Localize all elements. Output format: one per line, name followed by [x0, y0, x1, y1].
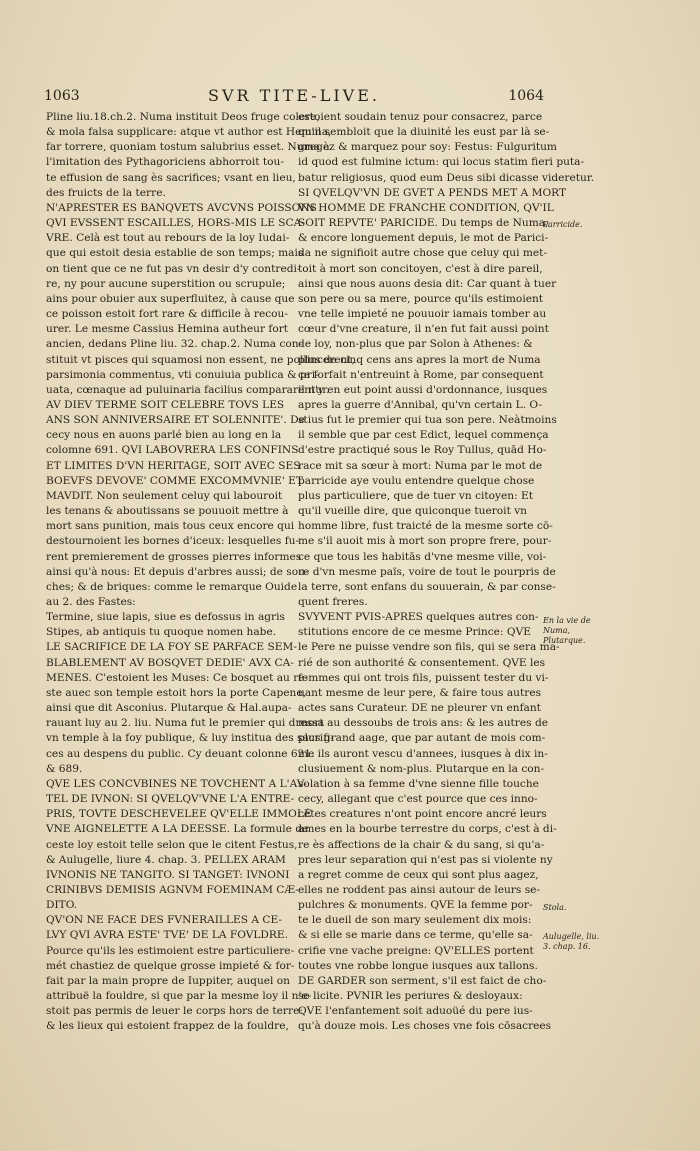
text-line: cétes creatures n'ont point encore ancré leurs — [298, 808, 547, 821]
text-line: me ils auront vescu d'annees, iusques à dix in- — [298, 747, 548, 760]
text-line: N'APRESTER ES BANQVETS AVCVNS POISSONS — [46, 201, 317, 214]
text-line: IVNONIS NE TANGITO. SI TANGET: IVNONI — [46, 868, 290, 881]
text-line: mort au dessoubs de trois ans: & les autres de — [298, 717, 548, 730]
text-line: mort sans punition, mais tous ceux encore qui — [46, 520, 295, 533]
text-line: SI QVELQV'VN DE GVET A PENDS MET A MORT — [298, 186, 567, 199]
text-line: qu'il sembloit que la diuinité les eust par là se- — [298, 126, 550, 139]
text-line: ches; & de briques: comme le remarque Ouide — [46, 580, 298, 593]
text-line: vn temple à la foy publique, & luy institua des sacrifi- — [46, 732, 334, 745]
text-line: & mola falsa supplicare: atque vt author est Hemina, — [46, 126, 332, 139]
text-line: ET LIMITES D'VN HERITAGE, SOIT AVEC SES — [46, 459, 301, 472]
text-line: d'estre practiqué sous le Roy Tullus, quād Ho- — [298, 444, 547, 457]
text-line: stius fut le premier qui tua son pere. Neàtmoins — [298, 414, 557, 427]
text-line: LVY QVI AVRA ESTE' TVE' DE LA FOVLDRE. — [46, 929, 288, 942]
text-line: homme libre, fust traicté de la mesme sorte cō- — [298, 520, 553, 533]
text-line: uata, cœnaque ad puluinaria facilius compararentur. — [46, 383, 330, 396]
text-line: te effusion de sang ès sacrifices; vsant en lieu, — [46, 171, 296, 184]
text-line: destournoient les bornes d'iceux: lesquelles fu- — [46, 535, 300, 548]
text-line: re ès affections de la chair & du sang, si qu'a- — [298, 838, 545, 851]
text-line: le Pere ne puisse vendre son fils, qui se sera ma- — [298, 641, 560, 654]
text-line: & encore longuement depuis, le mot de Parici- — [298, 232, 549, 245]
text-line: DE GARDER son serment, s'il est faict de cho- — [298, 974, 547, 987]
text-line: QVE LES CONCVBINES NE TOVCHENT A L'AV- — [46, 777, 307, 790]
text-line: ainsi qu'à nous: Et depuis d'arbres aussi; de sou- — [46, 565, 309, 578]
text-line: se licite. PVNIR les periures & desloyaux: — [298, 990, 523, 1003]
text-line: ainsi que nous auons desia dit: Car quant à tuer — [298, 277, 557, 290]
text-line: ce forfait n'entreuint à Rome, par consequent — [298, 368, 544, 381]
text-line: PRIS, TOVTE DESCHEVELEE QV'ELLE IMMOLE — [46, 808, 312, 821]
text-line: les tenans & aboutissans se pouuoit mettre à — [46, 505, 289, 518]
text-line: la terre, sont enfans du souuerain, & par conse- — [298, 580, 556, 593]
text-line: urer. Le mesme Cassius Hemina autheur fort — [46, 323, 289, 336]
text-line: plus grand aage, que par autant de mois com- — [298, 732, 546, 745]
text-line: & 689. — [46, 762, 83, 775]
page-header — [44, 86, 544, 108]
text-line: race mit sa sœur à mort: Numa par le mot de — [298, 459, 543, 472]
text-line: Termine, siue lapis, siue es defossus in agris — [46, 611, 285, 624]
text-line: toit à mort son concitoyen, c'est à dire pareil, — [298, 262, 543, 275]
text-line: & les lieux qui estoient frappez de la fouldre, — [46, 1020, 289, 1033]
text-line: cœur d'vne creature, il n'en fut fait aussi point — [298, 323, 549, 336]
text-line: MENES. C'estoient les Muses: Ce bosquet au re- — [46, 671, 309, 684]
text-line: vne telle impieté ne pouuoir iamais tomber au — [298, 308, 547, 321]
text-line: qu'il vueille dire, que quiconque tueroit vn — [298, 505, 527, 518]
text-line: ste auec son temple estoit hors la porte Capene, — [46, 686, 306, 699]
text-line: son pere ou sa mere, pource qu'ils estimoient — [298, 292, 544, 305]
text-line: solation à sa femme d'vne sienne fille touche — [298, 777, 539, 790]
text-line: ames en la bourbe terrestre du corps, c'est à di- — [298, 823, 557, 836]
text-line: & Aulugelle, liure 4. chap. 3. PELLEX ARAM — [46, 853, 286, 866]
text-line: TEL DE IVNON: SI QVELQV'VNE L'A ENTRE- — [46, 793, 295, 806]
text-line: fait par la main propre de Iuppiter, auquel on — [46, 974, 291, 987]
text-line: pulchres & monuments. QVE la femme por- — [298, 899, 533, 912]
text-line: uant mesme de leur pere, & faire tous autres — [298, 686, 542, 699]
text-line: il semble que par cest Edict, lequel commença — [298, 429, 549, 442]
text-line: mét chastiez de quelque grosse impieté & for- — [46, 959, 295, 972]
text-line: gregez & marquez pour soy: Festus: Fulguritum — [298, 141, 557, 154]
text-line: Pource qu'ils les estimoient estre particuliere- — [46, 944, 295, 957]
text-line: MAVDIT. Non seulement celuy qui labouroit — [46, 489, 283, 502]
text-line: parsimonia commentus, vti conuiuia publica & pri- — [46, 368, 319, 381]
text-line: VN HOMME DE FRANCHE CONDITION, QV'IL — [298, 201, 554, 214]
text-line: rent premierement de grosses pierres informes — [46, 550, 302, 563]
text-line: cecy nous en auons parlé bien au long en la — [46, 429, 282, 442]
margin-note-parricide: Parricide. — [543, 220, 583, 229]
text-line: id quod est fulmine ictum: qui locus statim fieri puta- — [298, 156, 585, 169]
text-line: que qui estoit desia establie de son temps; mais — [46, 247, 304, 260]
text-line: il n'y en eut point aussi d'ordonnance, iusques — [298, 383, 548, 396]
text-line: ancien, dedans Pline liu. 32. chap.2. Numa con- — [46, 338, 303, 351]
text-line: LE SACRIFICE DE LA FOY SE PARFACE SEM- — [46, 641, 297, 654]
text-line: BLABLEMENT AV BOSQVET DEDIE' AVX CA- — [46, 656, 294, 669]
text-line: apres la guerre d'Annibal, qu'vn certain L. O- — [298, 398, 543, 411]
text-line: stitutions encore de ce mesme Prince: QVE — [298, 626, 531, 639]
text-line: rié de son authorité & consentement. QVE les — [298, 656, 546, 669]
text-line: QVI EVSSENT ESCAILLES, HORS-MIS LE SCA- — [46, 217, 305, 230]
margin-note-vie-de-numa: En la vie de Numa, Plutarque. — [543, 616, 591, 645]
text-line: CRINIBVS DEMISIS AGNVM FOEMINAM CÆ- — [46, 883, 299, 896]
text-line: ANS SON ANNIVERSAIRE ET SOLENNITE'. De — [46, 414, 305, 427]
text-line: femmes qui ont trois fils, puissent tester du vi- — [298, 671, 549, 684]
text-line: crifie vne vache preigne: QV'ELLES portent — [298, 944, 534, 957]
text-line: de loy, non-plus que par Solon à Athenes: & — [298, 338, 533, 351]
text-line: clusiuement & nom-plus. Plutarque en la con- — [298, 762, 545, 775]
text-line: quent freres. — [298, 596, 368, 608]
text-line: elles ne roddent pas ainsi autour de leurs se- — [298, 883, 541, 896]
text-line: batur religiosus, quod eum Deus sibi dicasse videretur. — [298, 171, 595, 184]
text-line: attribuë la fouldre, si que par la mesme loy il n'e- — [46, 990, 312, 1003]
text-line: ce que tous les habitās d'vne mesme ville, voi- — [298, 550, 547, 563]
text-line: VNE AIGNELETTE A LA DEESSE. La formule de — [46, 823, 309, 836]
text-line: toutes vne robbe longue iusques aux tallons. — [298, 959, 538, 972]
text-line: far torrere, quoniam tostum salubrius esset. Numa à — [46, 141, 330, 154]
margin-note-aulugelle: Aulugelle, liu. 3. chap. 16. — [543, 932, 600, 951]
text-line: rauant luy au 2. liu. Numa fut le premier qui dressa — [46, 717, 324, 730]
text-line: re, ny pour aucune superstition ou scrupule; — [46, 277, 286, 290]
text-line: te le dueil de son mary seulement dix mois: — [298, 914, 532, 927]
text-line: stituit vt pisces qui squamosi non essent, ne pollincerent, — [46, 353, 355, 366]
text-line: plus de cinq cens ans apres la mort de Numa — [298, 353, 541, 366]
text-line: SOIT REPVTE' PARICIDE. Du temps de Numa, — [298, 217, 549, 230]
text-line: Pline liu.18.ch.2. Numa instituit Deos fruge colere, — [46, 111, 320, 123]
text-line: BOEVFS DEVOVE' COMME EXCOMMVNIE' ET — [46, 474, 303, 487]
running-title: SVR TITE-LIVE. — [208, 86, 380, 105]
text-line: re d'vn mesme païs, voire de tout le pourpris de — [298, 565, 556, 578]
text-line: l'imitation des Pythagoriciens abhorroit tou- — [46, 156, 284, 169]
text-line: qu'à douze mois. Les choses vne fois cōsacrees — [298, 1020, 552, 1033]
text-line: plus particuliere, que de tuer vn citoyen: Et — [298, 489, 534, 502]
text-line: colomne 691. QVI LABOVRERA LES CONFINS — [46, 444, 299, 457]
text-line: ce poisson estoit fort rare & difficile à recou- — [46, 308, 288, 321]
margin-note-stola: Stola. — [543, 903, 567, 912]
text-line: SVYVENT PVIS-APRES quelques autres con- — [298, 611, 539, 624]
left-page-number: 1063 — [44, 88, 80, 104]
text-line: me s'il auoit mis à mort son propre frere, pour- — [298, 535, 552, 548]
text-line: stoit pas permis de leuer le corps hors de terre: — [46, 1005, 303, 1018]
text-line: AV DIEV TERME SOIT CELEBRE TOVS LES — [46, 398, 285, 411]
text-line: QV'ON NE FACE DES FVNERAILLES A CE- — [46, 914, 282, 927]
text-line: VRE. Celà est tout au rebours de la loy Iudai- — [46, 232, 290, 245]
text-line: ceste loy estoit telle selon que le citent Festus, — [46, 838, 298, 851]
text-line: estoient soudain tenuz pour consacrez, parce — [298, 111, 543, 123]
text-line: pres leur separation qui n'est pas si violente ny — [298, 853, 553, 866]
text-line: QVE l'enfantement soit aduoüé du pere ius- — [298, 1005, 533, 1018]
text-line: des fruicts de la terre. — [46, 186, 166, 199]
text-line: & si elle se marie dans ce terme, qu'elle sa- — [298, 929, 533, 942]
text-line: DITO. — [46, 899, 78, 912]
text-line: da ne signifioit autre chose que celuy qui met- — [298, 247, 548, 260]
text-line: ainsi que dit Asconius. Plutarque & Hal.aupa- — [46, 702, 292, 715]
text-line: ains pour obuier aux superfluitez, à cause que — [46, 292, 295, 305]
text-line: au 2. des Fastes: — [46, 596, 136, 608]
text-line: Stipes, ab antiquis tu quoque nomen habe. — [46, 626, 277, 639]
text-line: a regret comme de ceux qui sont plus aagez, — [298, 868, 539, 881]
text-line: ces au despens du public. Cy deuant colonne 621. — [46, 747, 315, 760]
right-page-number: 1064 — [508, 88, 544, 104]
text-line: cecy, allegant que c'est pource que ces inno- — [298, 793, 538, 806]
text-line: parricide aye voulu entendre quelque chose — [298, 474, 535, 487]
text-line: on tient que ce ne fut pas vn desir d'y contredi- — [46, 262, 301, 275]
text-line: actes sans Curateur. DE ne pleurer vn enfant — [298, 702, 541, 715]
